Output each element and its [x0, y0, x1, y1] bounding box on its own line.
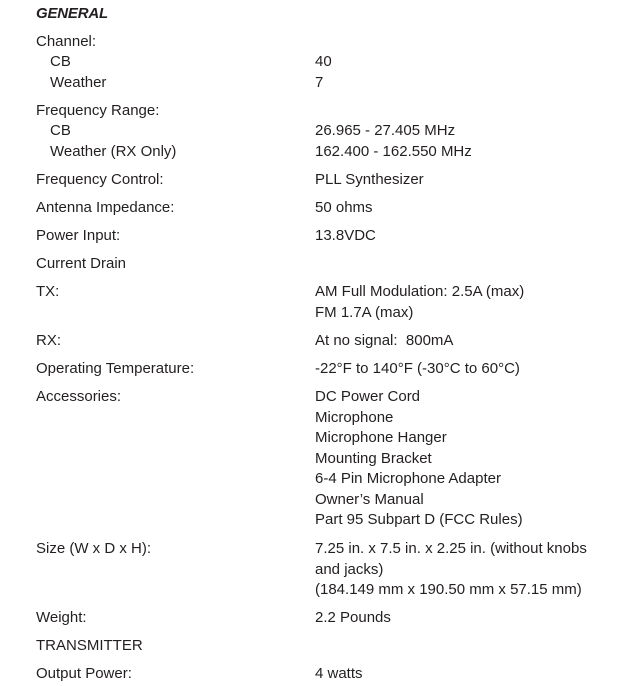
spec-label: Frequency Range:: [36, 102, 160, 119]
spec-label: CB: [50, 53, 71, 70]
spec-value: At no signal: 800mA: [315, 332, 454, 349]
spec-value: 7: [315, 74, 324, 91]
spec-value: AM Full Modulation: 2.5A (max): [315, 283, 525, 300]
spec-label: Accessories:: [36, 388, 122, 405]
spec-label: Power Input:: [36, 227, 121, 244]
spec-value: 13.8VDC: [315, 227, 376, 244]
spec-value: 2.2 Pounds: [315, 609, 391, 626]
spec-value: and jacks): [315, 560, 384, 578]
subsection-title: TRANSMITTER: [36, 637, 143, 654]
spec-label: Weather: [50, 74, 107, 91]
spec-value: Owner’s Manual: [315, 490, 424, 508]
spec-value: 4 watts: [315, 665, 363, 682]
spec-value: 26.965 - 27.405 MHz: [315, 122, 456, 139]
spec-label: Operating Temperature:: [36, 360, 195, 377]
spec-label: Size (W x D x H):: [36, 540, 151, 557]
spec-value: 6-4 Pin Microphone Adapter: [315, 470, 501, 487]
spec-label: Channel:: [36, 33, 97, 50]
spec-value: Microphone Hanger: [315, 429, 447, 446]
spec-label: RX:: [36, 332, 62, 349]
spec-value: DC Power Cord: [315, 388, 421, 405]
spec-label: Antenna Impedance:: [36, 199, 175, 216]
spec-value-list: [315, 282, 524, 323]
spec-value-list: [315, 387, 523, 531]
spec-label: Weather (RX Only): [50, 143, 177, 160]
spec-value: Mounting Bracket: [315, 449, 432, 467]
spec-value: (184.149 mm x 190.50 mm x 57.15 mm): [315, 581, 582, 598]
spec-value-list: [315, 539, 587, 601]
spec-label: TX:: [36, 283, 60, 300]
spec-label: CB: [50, 122, 71, 139]
spec-label: Output Power:: [36, 665, 132, 682]
section-title: GENERAL: [36, 5, 108, 22]
spec-value: 7.25 in. x 7.5 in. x 2.25 in. (without knobs: [315, 540, 587, 557]
spec-value: Microphone: [315, 408, 394, 426]
spec-value: Part 95 Subpart D (FCC Rules): [315, 511, 523, 528]
spec-value: -22°F to 140°F (-30°C to 60°C): [315, 360, 520, 377]
spec-value: 162.400 - 162.550 MHz: [315, 143, 472, 160]
spec-value: PLL Synthesizer: [315, 171, 424, 188]
spec-value: 50 ohms: [315, 199, 373, 216]
spec-label: Weight:: [36, 609, 87, 626]
spec-label: Frequency Control:: [36, 171, 164, 188]
spec-value: 40: [315, 53, 332, 70]
spec-label: Current Drain: [36, 255, 127, 272]
spec-value: FM 1.7A (max): [315, 303, 414, 321]
